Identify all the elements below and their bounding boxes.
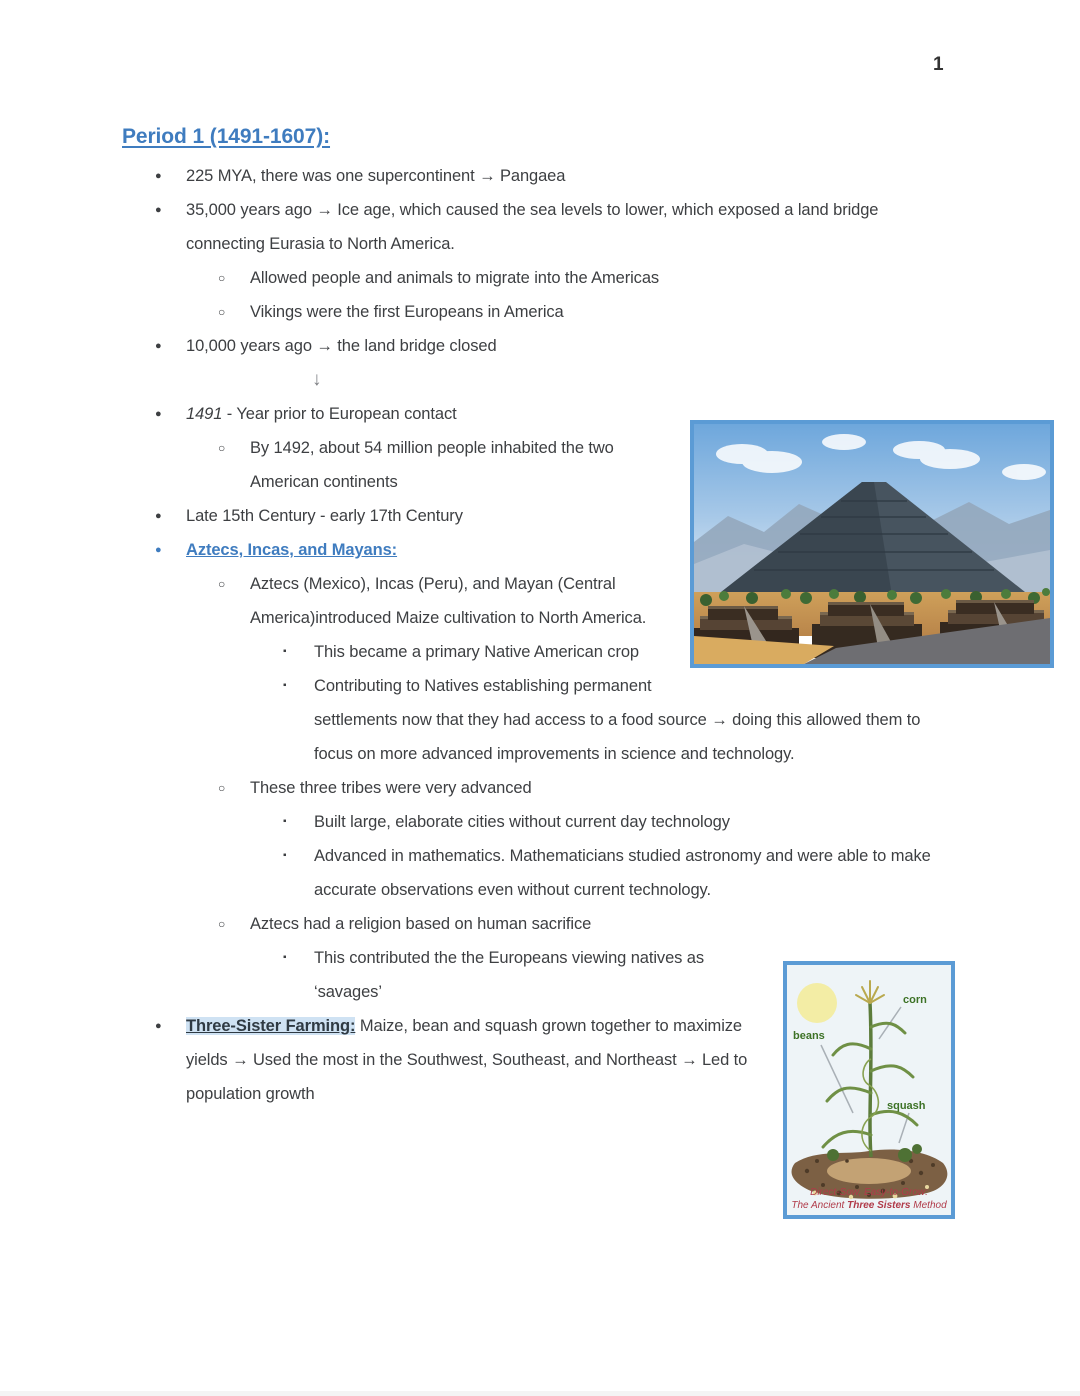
bullet-marker: ○ — [218, 271, 226, 285]
squash-label: squash — [887, 1100, 926, 1112]
three-sister-farming-term: Three-Sister Farming: — [186, 1017, 356, 1035]
year-1491-italic: 1491 — [186, 405, 223, 423]
bullet-item-advanced-tribes — [122, 771, 952, 805]
bullet-text: Vikings were the first Europeans in America — [250, 303, 564, 321]
bullet-marker: ● — [155, 408, 162, 420]
bullet-item-1491 — [122, 397, 952, 431]
bullet-marker: ● — [155, 544, 162, 556]
bullet-item-supercontinent — [122, 159, 952, 193]
three-sisters-caption — [787, 1186, 951, 1212]
down-arrow-icon: ↓ — [312, 369, 322, 390]
bullet-text: 10,000 years ago → the land bridge closed — [186, 337, 497, 355]
bullet-text: This became a primary Native American crop — [314, 643, 640, 661]
bullet-text: This contributed the the Europeans viewing natives as ‘savages’ — [314, 949, 705, 1001]
bullet-text: Allowed people and animals to migrate into the Americas — [250, 269, 660, 287]
bullet-marker: ○ — [218, 305, 226, 319]
bullet-marker: ▪ — [283, 952, 287, 963]
bullet-text: Aztecs (Mexico), Incas (Peru), and Mayan (Central America)introduced Maize cultivation to North America. — [250, 575, 647, 627]
bullet-marker: ● — [155, 170, 162, 182]
bullet-marker: ● — [155, 340, 162, 352]
bullet-marker: ▪ — [283, 816, 287, 827]
bullet-item-savages — [122, 941, 952, 1009]
beans-label: beans — [793, 1030, 825, 1042]
bullet-item-three-sister-farming — [122, 1009, 952, 1111]
bullet-marker: ● — [155, 1020, 162, 1032]
bullet-text: 35,000 years ago → Ice age, which caused the sea levels to lower, which exposed a land bridge connecting Eurasia to North America. — [186, 201, 879, 253]
bullet-marker: ▪ — [283, 646, 287, 657]
bullet-text: By 1492, about 54 million people inhabited the two American continents — [250, 439, 614, 491]
caption-bold: Three Sisters — [847, 1200, 911, 1211]
bullet-item-land-bridge-closed — [122, 329, 952, 363]
bullet-item-sacrifice — [122, 907, 952, 941]
bullet-text: Contributing to Natives establishing permanent settlements now that they had access to a food source → doing this allowed them to focus on more advanced improvements in science and technology. — [314, 677, 921, 763]
aztecs-incas-mayans-link[interactable]: Aztecs, Incas, and Mayans: — [186, 541, 398, 559]
page-title: Period 1 (1491-1607): — [122, 125, 331, 148]
bullet-text: These three tribes were very advanced — [250, 779, 532, 797]
bullet-item-mathematics — [122, 839, 952, 907]
bullet-marker: ▪ — [283, 680, 287, 691]
bullet-marker: ○ — [218, 917, 226, 931]
bullet-item-century-range — [122, 499, 952, 533]
bullet-item-vikings — [122, 295, 952, 329]
bullet-text: - Year prior to European contact — [222, 405, 457, 423]
bullet-marker: ○ — [218, 441, 226, 455]
bullet-item-primary-crop — [122, 635, 952, 669]
bullet-text: 225 MYA, there was one supercontinent → Pangaea — [186, 167, 566, 185]
bullet-item-population-1492 — [122, 431, 952, 499]
bullet-marker: ● — [155, 204, 162, 216]
bullet-text: Maize, bean and squash grown together to maximize yields → Used the most in the Southwest, Southeast, and Northeast → Led to population growth — [186, 1017, 748, 1103]
bullet-marker: ▪ — [283, 850, 287, 861]
page-bottom-edge — [0, 1391, 1080, 1396]
bullet-text: Built large, elaborate cities without current day technology — [314, 813, 730, 831]
bullet-text: Late 15th Century - early 17th Century — [186, 507, 463, 525]
caption-line-1: Direct-Sow, Easy-to-Grow: — [810, 1187, 928, 1198]
bullet-item-settlements — [122, 669, 952, 771]
bullet-item-maize-intro — [122, 567, 952, 635]
caption-line-2 — [787, 1199, 951, 1212]
bullet-marker: ○ — [218, 781, 226, 795]
page-number: 1 — [933, 54, 944, 75]
bullet-item-cities — [122, 805, 952, 839]
caption-pre: The Ancient — [791, 1200, 848, 1211]
corn-label: corn — [903, 994, 927, 1006]
bullet-marker: ○ — [218, 577, 226, 591]
bullet-item-tribes — [122, 533, 952, 567]
bullet-text: Advanced in mathematics. Mathematicians studied astronomy and were able to make accurate observations even without current technology. — [314, 847, 931, 899]
bullet-item-ice-age — [122, 193, 952, 261]
caption-post: Method — [910, 1200, 947, 1211]
bullet-text: Aztecs had a religion based on human sacrifice — [250, 915, 592, 933]
bullet-item-migration — [122, 261, 952, 295]
bullet-marker: ● — [155, 510, 162, 522]
